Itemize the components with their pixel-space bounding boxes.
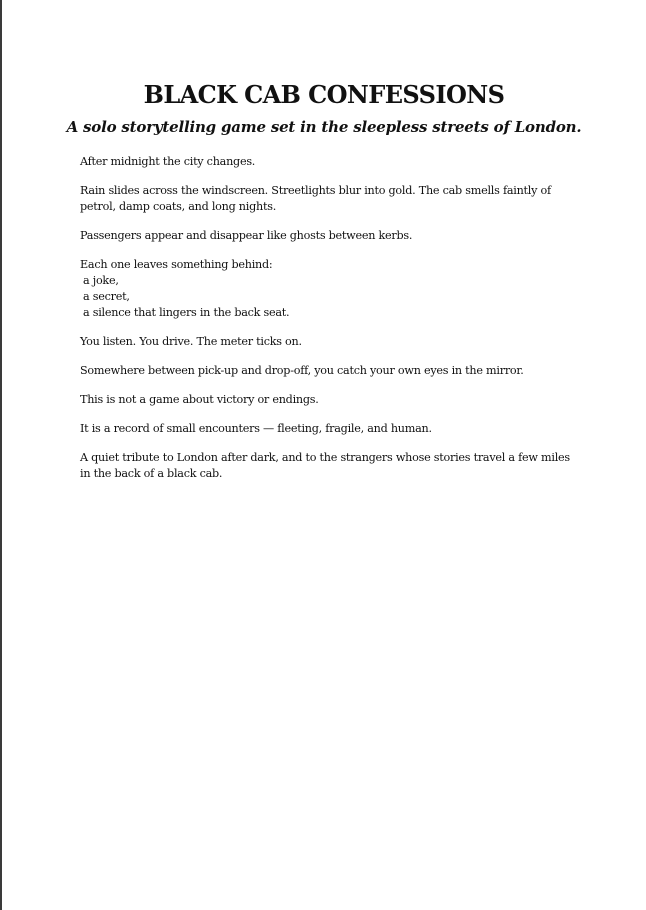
page-title: BLACK CAB CONFESSIONS — [143, 80, 505, 109]
document-body — [80, 154, 580, 495]
paragraph-small-encounters: It is a record of small encounters — fleeting, fragile, and human. — [80, 422, 432, 435]
paragraph-listen-drive: You listen. You drive. The meter ticks on. — [80, 335, 302, 348]
paragraph-not-victory: This is not a game about victory or endings. — [80, 393, 319, 406]
paragraph-leaves-behind: Each one leaves something behind: — [80, 258, 273, 271]
paragraph-mirror: Somewhere between pick-up and drop-off, you catch your own eyes in the mirror. — [80, 364, 524, 377]
list-item-joke: a joke, — [83, 274, 119, 287]
paragraph-passengers: Passengers appear and disappear like ghosts between kerbs. — [80, 229, 413, 242]
list-item-silence: a silence that lingers in the back seat. — [83, 306, 290, 319]
list-item-secret: a secret, — [83, 290, 130, 303]
left-behind-list — [80, 273, 580, 321]
page-subtitle: A solo storytelling game set in the sleepless streets of London. — [66, 118, 582, 136]
document-page — [2, 0, 646, 910]
paragraph-rain: Rain slides across the windscreen. Streetlights blur into gold. The cab smells faintly of petrol, damp coats, and long nights. — [80, 184, 551, 213]
paragraph-tribute: A quiet tribute to London after dark, and to the strangers whose stories travel a few miles in the back of a black cab. — [80, 451, 570, 480]
paragraph-intro: After midnight the city changes. — [80, 155, 256, 168]
